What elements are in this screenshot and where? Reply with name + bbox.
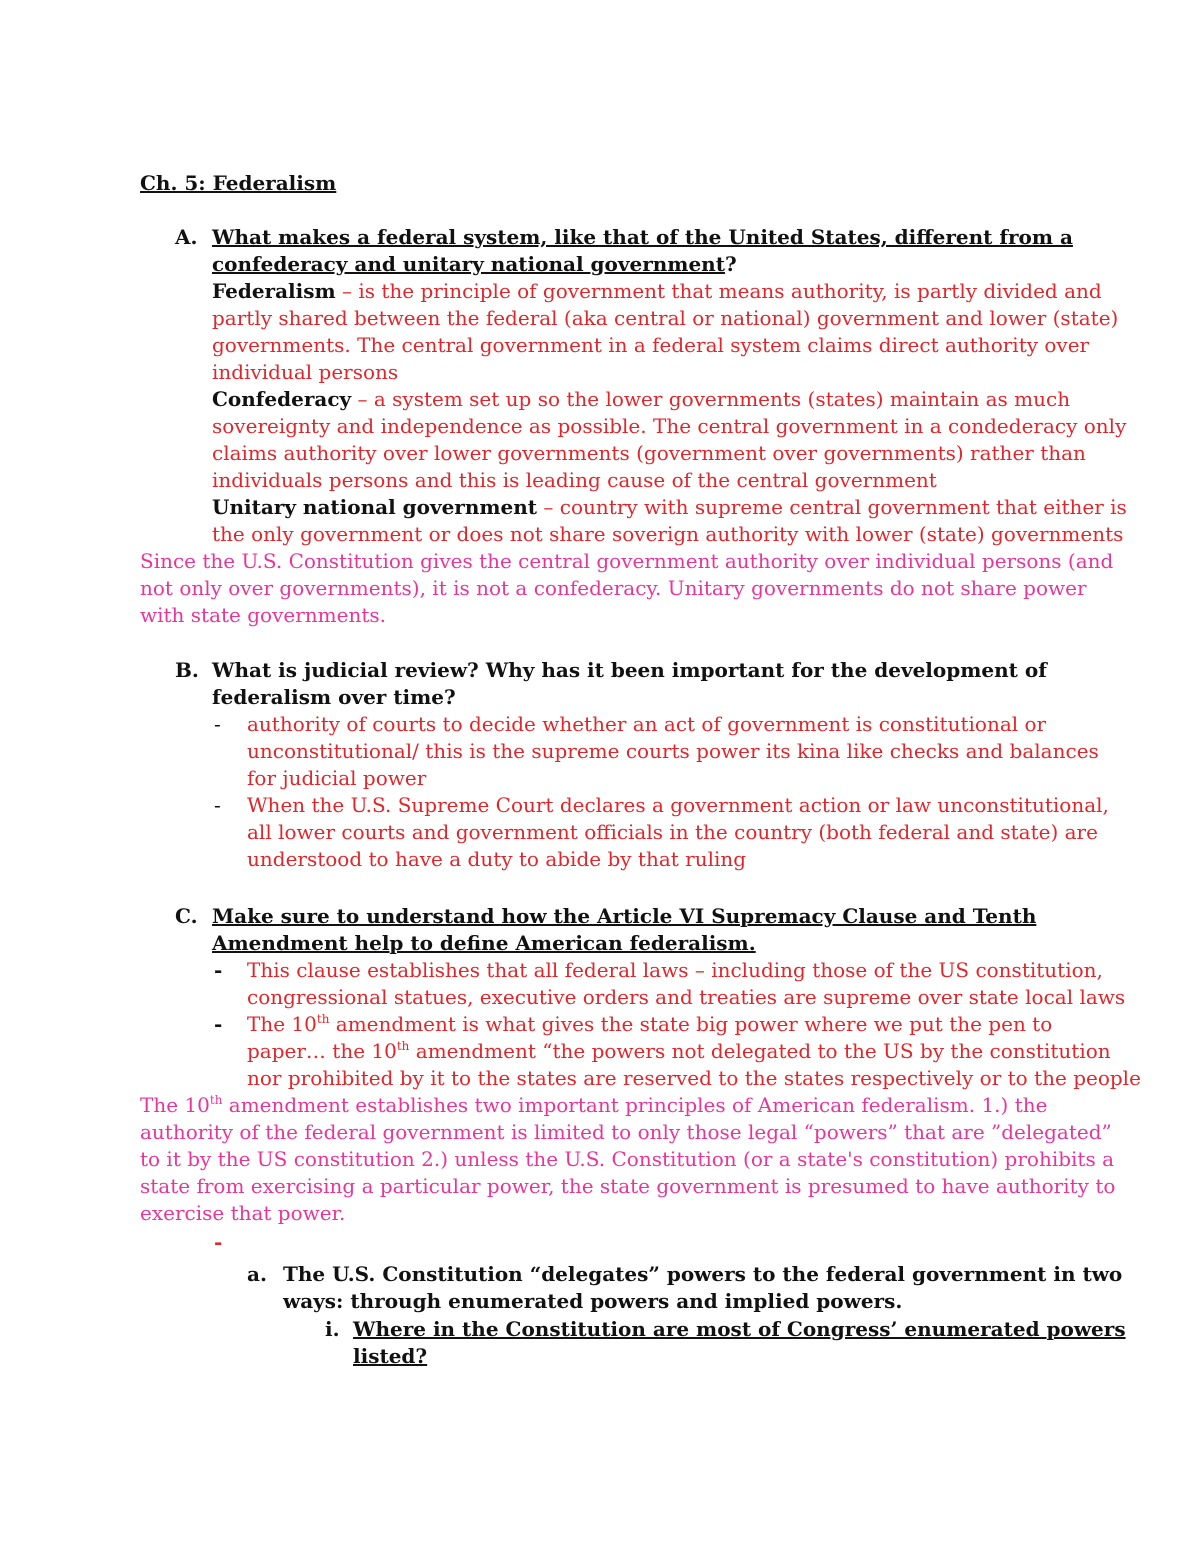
section-c-question-line-1: Make sure to understand how the Article VI Supremacy Clause and Tenth: [212, 904, 1037, 928]
section-c-bullet-2-line-3: nor prohibited by it to the states are reserved to the states respectively or to the people: [247, 1066, 1141, 1090]
section-c-bullet-2-line-2: paper… the 10th amendment “the powers not delegated to the US by the constitution: [247, 1039, 1111, 1063]
confederacy-definition-line-3: claims authority over lower governments (government over governments) rather than: [212, 441, 1086, 465]
section-c-note-line-4: state from exercising a particular power, the state government is presumed to have authority to: [140, 1174, 1116, 1198]
section-c-note-line-3: to it by the US constitution 2.) unless the U.S. Constitution (or a state's constitution) prohibits a: [140, 1147, 1115, 1171]
sub-item-i-line-1: Where in the Constitution are most of Congress’ enumerated powers: [353, 1317, 1126, 1341]
list-bullet: -: [214, 793, 221, 817]
section-c-note-line-2: authority of the federal government is limited to only those legal “powers” that are ”delegated”: [140, 1120, 1112, 1144]
section-b-bullet-1-line-1: authority of courts to decide whether an act of government is constitutional or: [247, 712, 1047, 736]
list-bullet: -: [214, 712, 221, 736]
sub-item-i-marker: i.: [325, 1317, 340, 1341]
section-c-note-line-5: exercise that power.: [140, 1201, 346, 1225]
empty-list-bullet: -: [214, 1230, 223, 1254]
section-b-bullet-1-line-3: for judicial power: [247, 766, 427, 790]
section-b-marker: B.: [175, 658, 199, 682]
section-b-bullet-2-line-2: all lower courts and government officials in the country (both federal and state) are: [247, 820, 1098, 844]
federalism-definition-line-2: partly shared between the federal (aka central or national) government and lower (state): [212, 306, 1119, 330]
federalism-definition-line-1: Federalism – is the principle of government that means authority, is partly divided and: [212, 279, 1102, 303]
section-a-note-line-1: Since the U.S. Constitution gives the central government authority over individual persons (and: [140, 549, 1114, 573]
section-c-bullet-1-line-2: congressional statues, executive orders and treaties are supreme over state local laws: [247, 985, 1126, 1009]
confederacy-definition-line-4: individuals persons and this is leading cause of the central government: [212, 468, 937, 492]
section-a-note-line-3: with state governments.: [140, 603, 387, 627]
list-bullet: -: [214, 958, 223, 982]
confederacy-definition-line-2: sovereignty and independence as possible. The central government in a condederacy only: [212, 414, 1127, 438]
list-bullet: -: [214, 1012, 223, 1036]
section-a-marker: A.: [175, 225, 198, 249]
section-b-question-line-2: federalism over time?: [212, 685, 456, 709]
section-c-question-line-2: Amendment help to define American federalism.: [212, 931, 756, 955]
unitary-term: Unitary national government: [212, 495, 538, 519]
federalism-definition-line-4: individual persons: [212, 360, 399, 384]
federalism-term: Federalism: [212, 279, 336, 303]
page-title: Ch. 5: Federalism: [140, 171, 337, 195]
section-a-question-line-1: What makes a federal system, like that of the United States, different from a: [212, 225, 1073, 249]
section-b-question-line-1: What is judicial review? Why has it been important for the development of: [212, 658, 1047, 682]
section-c-marker: C.: [175, 904, 198, 928]
section-b-bullet-2-line-3: understood to have a duty to abide by that ruling: [247, 847, 747, 871]
sub-item-i-line-2: listed?: [353, 1344, 428, 1368]
sub-item-a-line-2: ways: through enumerated powers and implied powers.: [283, 1289, 903, 1313]
unitary-definition-line-2: the only government or does not share soverign authority with lower (state) governments: [212, 522, 1124, 546]
sub-item-a-line-1: The U.S. Constitution “delegates” powers to the federal government in two: [283, 1262, 1123, 1286]
section-c-bullet-2-line-1: The 10th amendment is what gives the state big power where we put the pen to: [247, 1012, 1053, 1036]
section-c-note-line-1: The 10th amendment establishes two important principles of American federalism. 1.) the: [140, 1093, 1048, 1117]
confederacy-term: Confederacy: [212, 387, 352, 411]
sub-item-a-marker: a.: [247, 1262, 267, 1286]
section-a-note-line-2: not only over governments), it is not a confederacy. Unitary governments do not share power: [140, 576, 1087, 600]
section-a-question-line-2: confederacy and unitary national government?: [212, 252, 737, 276]
section-b-bullet-2-line-1: When the U.S. Supreme Court declares a government action or law unconstitutional,: [247, 793, 1109, 817]
unitary-definition-line-1: Unitary national government – country with supreme central government that either is: [212, 495, 1127, 519]
section-c-bullet-1-line-1: This clause establishes that all federal laws – including those of the US constitution,: [247, 958, 1103, 982]
confederacy-definition-line-1: Confederacy – a system set up so the lower governments (states) maintain as much: [212, 387, 1071, 411]
federalism-definition-line-3: governments. The central government in a federal system claims direct authority over: [212, 333, 1090, 357]
section-b-bullet-1-line-2: unconstitutional/ this is the supreme courts power its kina like checks and balances: [247, 739, 1099, 763]
